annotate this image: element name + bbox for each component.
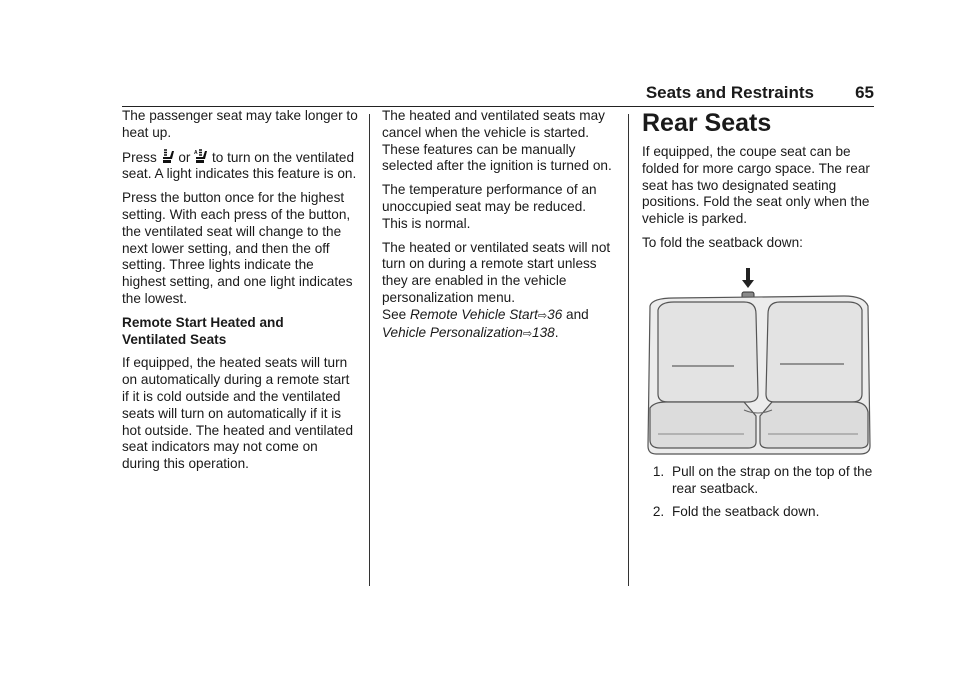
paragraph: To fold the seatback down: xyxy=(642,234,803,250)
header-section-title: Seats and Restraints xyxy=(645,83,814,102)
header-page-number: 65 xyxy=(855,83,874,102)
paragraph-text: to turn on the ventilated seat. A light indicates this feature is on. xyxy=(122,149,357,182)
left-backrest xyxy=(658,302,758,402)
xref-page: 36 xyxy=(547,306,563,322)
auto-ventilated-seat-icon xyxy=(194,149,208,164)
subsection-heading xyxy=(122,315,358,349)
column-divider xyxy=(628,114,629,586)
column-divider xyxy=(369,114,370,586)
column-middle xyxy=(382,108,612,349)
heading-line: Ventilated Seats xyxy=(122,331,227,347)
xref-title: Remote Vehicle Start xyxy=(409,306,538,322)
list-item: 1. Pull on the strap on the top of the rear seatback. xyxy=(668,464,874,498)
fold-direction-arrow-icon xyxy=(742,268,754,288)
fold-steps-list xyxy=(642,464,874,521)
press-label: Press xyxy=(122,149,157,165)
paragraph xyxy=(122,149,358,184)
xref-remote-vehicle-start[interactable] xyxy=(410,307,562,322)
right-cushion xyxy=(760,402,868,448)
paragraph: If equipped, the heated seats will turn on automatically during a remote start if it is cold outside and the ventilated seats will turn on automatically if it is hot outside. The heated and ventilated seat indicators may not come on during this operation. xyxy=(122,355,354,472)
rear-seat-illustration xyxy=(644,266,872,458)
paragraph: Press the button once for the highest setting. With each press of the button, the ventilated seat will change to the next lower setting, and then the off setting. Three lights indicate the highest setting, and one light indicates the lowest. xyxy=(122,190,353,306)
paragraph: The heated and ventilated seats may cancel when the vehicle is started. These features can be manually selected after the ignition is turned on. xyxy=(382,108,612,174)
left-cushion xyxy=(650,402,756,448)
paragraph xyxy=(382,240,612,343)
column-left xyxy=(122,108,358,480)
page-header xyxy=(122,80,874,107)
ventilated-seat-icon xyxy=(161,149,175,164)
and-label: and xyxy=(566,306,589,322)
paragraph: If equipped, the coupe seat can be folded for more cargo space. The rear seat has two designated seating positions. Fold the seat only when the vehicle is parked. xyxy=(642,144,870,227)
xref-page: 138 xyxy=(532,324,555,340)
list-item: 2. Fold the seatback down. xyxy=(668,504,874,521)
paragraph-text: The heated or ventilated seats will not turn on during a remote start unless they are enabled in the vehicle personalization menu. xyxy=(382,239,611,305)
column-right xyxy=(642,108,874,528)
see-label: See xyxy=(382,306,407,322)
or-label: or xyxy=(178,149,191,165)
page-ref-arrow-icon: ⇨ xyxy=(537,309,548,322)
section-title: Rear Seats xyxy=(642,109,772,137)
svg-text:A: A xyxy=(194,149,198,156)
heading-line: Remote Start Heated and xyxy=(122,314,284,330)
right-backrest xyxy=(766,302,862,402)
xref-vehicle-personalization[interactable] xyxy=(382,325,555,340)
period: . xyxy=(554,324,559,340)
page-ref-arrow-icon: ⇨ xyxy=(522,327,533,340)
paragraph: The temperature performance of an unoccupied seat may be reduced. This is normal. xyxy=(382,182,597,231)
paragraph: The passenger seat may take longer to heat up. xyxy=(122,108,358,140)
xref-title: Vehicle Personalization xyxy=(382,324,523,340)
